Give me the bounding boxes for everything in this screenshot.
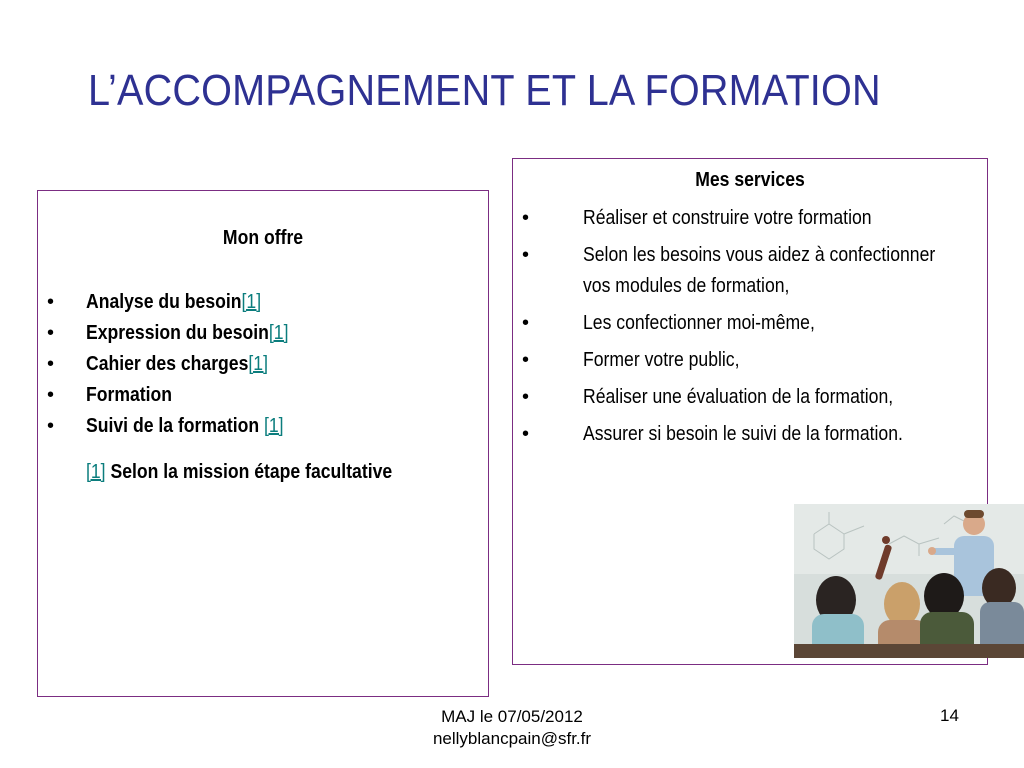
footer-update-date: MAJ le 07/05/2012 [441, 707, 583, 726]
footer-email: nellyblancpain@sfr.fr [432, 729, 592, 748]
bullet-icon: • [522, 244, 530, 266]
list-item [522, 308, 962, 339]
offer-item-label: Analyse du besoin [86, 291, 242, 313]
list-item [47, 411, 316, 442]
slide-title: L’ACCOMPAGNEMENT ET LA FORMATION [88, 66, 881, 115]
footnote-link[interactable]: [1] [248, 353, 268, 375]
list-item [522, 382, 962, 413]
bullet-icon: • [47, 291, 55, 313]
bullet-icon: • [522, 423, 530, 445]
bullet-icon: • [47, 322, 55, 344]
footnote-link[interactable]: [1] [241, 291, 262, 313]
offer-item-label: Formation [86, 384, 173, 406]
list-item [522, 345, 962, 376]
list-item [47, 287, 316, 318]
footnote-text: Selon la mission étape facultative [105, 461, 393, 483]
service-item-label: Assurer si besoin le suivi de la formation. [583, 423, 903, 445]
service-item-label: Former votre public, [583, 349, 740, 371]
services-heading: Mes services [695, 169, 805, 191]
page-number: 14 [940, 706, 959, 725]
footer-info [412, 706, 612, 750]
classroom-photo [794, 504, 1024, 658]
service-item-label: Réaliser une évaluation de la formation, [583, 386, 894, 408]
services-list [522, 203, 962, 456]
bullet-icon: • [522, 312, 530, 334]
footnote [86, 461, 392, 484]
offer-item-label: Cahier des charges [86, 353, 249, 375]
list-item [47, 349, 316, 380]
bullet-icon: • [522, 207, 530, 229]
offer-item-label: Expression du besoin [86, 322, 269, 344]
list-item [522, 419, 962, 450]
offer-box [37, 190, 489, 697]
offer-list [47, 287, 316, 442]
service-item-label: Selon les besoins vous aidez à confectionner vos modules de formation, [583, 244, 936, 297]
offer-heading: Mon offre [222, 227, 304, 249]
footnote-anchor[interactable]: [1] [86, 461, 106, 483]
list-item [522, 203, 962, 234]
list-item [47, 318, 316, 349]
footnote-link[interactable]: [1] [268, 322, 289, 344]
bullet-icon: • [522, 349, 530, 371]
list-item [522, 240, 962, 302]
bullet-icon: • [47, 384, 55, 406]
bullet-icon: • [47, 353, 55, 375]
bullet-icon: • [47, 415, 55, 437]
service-item-label: Réaliser et construire votre formation [583, 207, 872, 229]
list-item [47, 380, 316, 411]
footnote-link[interactable]: [1] [263, 415, 284, 437]
offer-item-label: Suivi de la formation [86, 415, 264, 437]
bullet-icon: • [522, 386, 530, 408]
service-item-label: Les confectionner moi-même, [583, 312, 815, 334]
